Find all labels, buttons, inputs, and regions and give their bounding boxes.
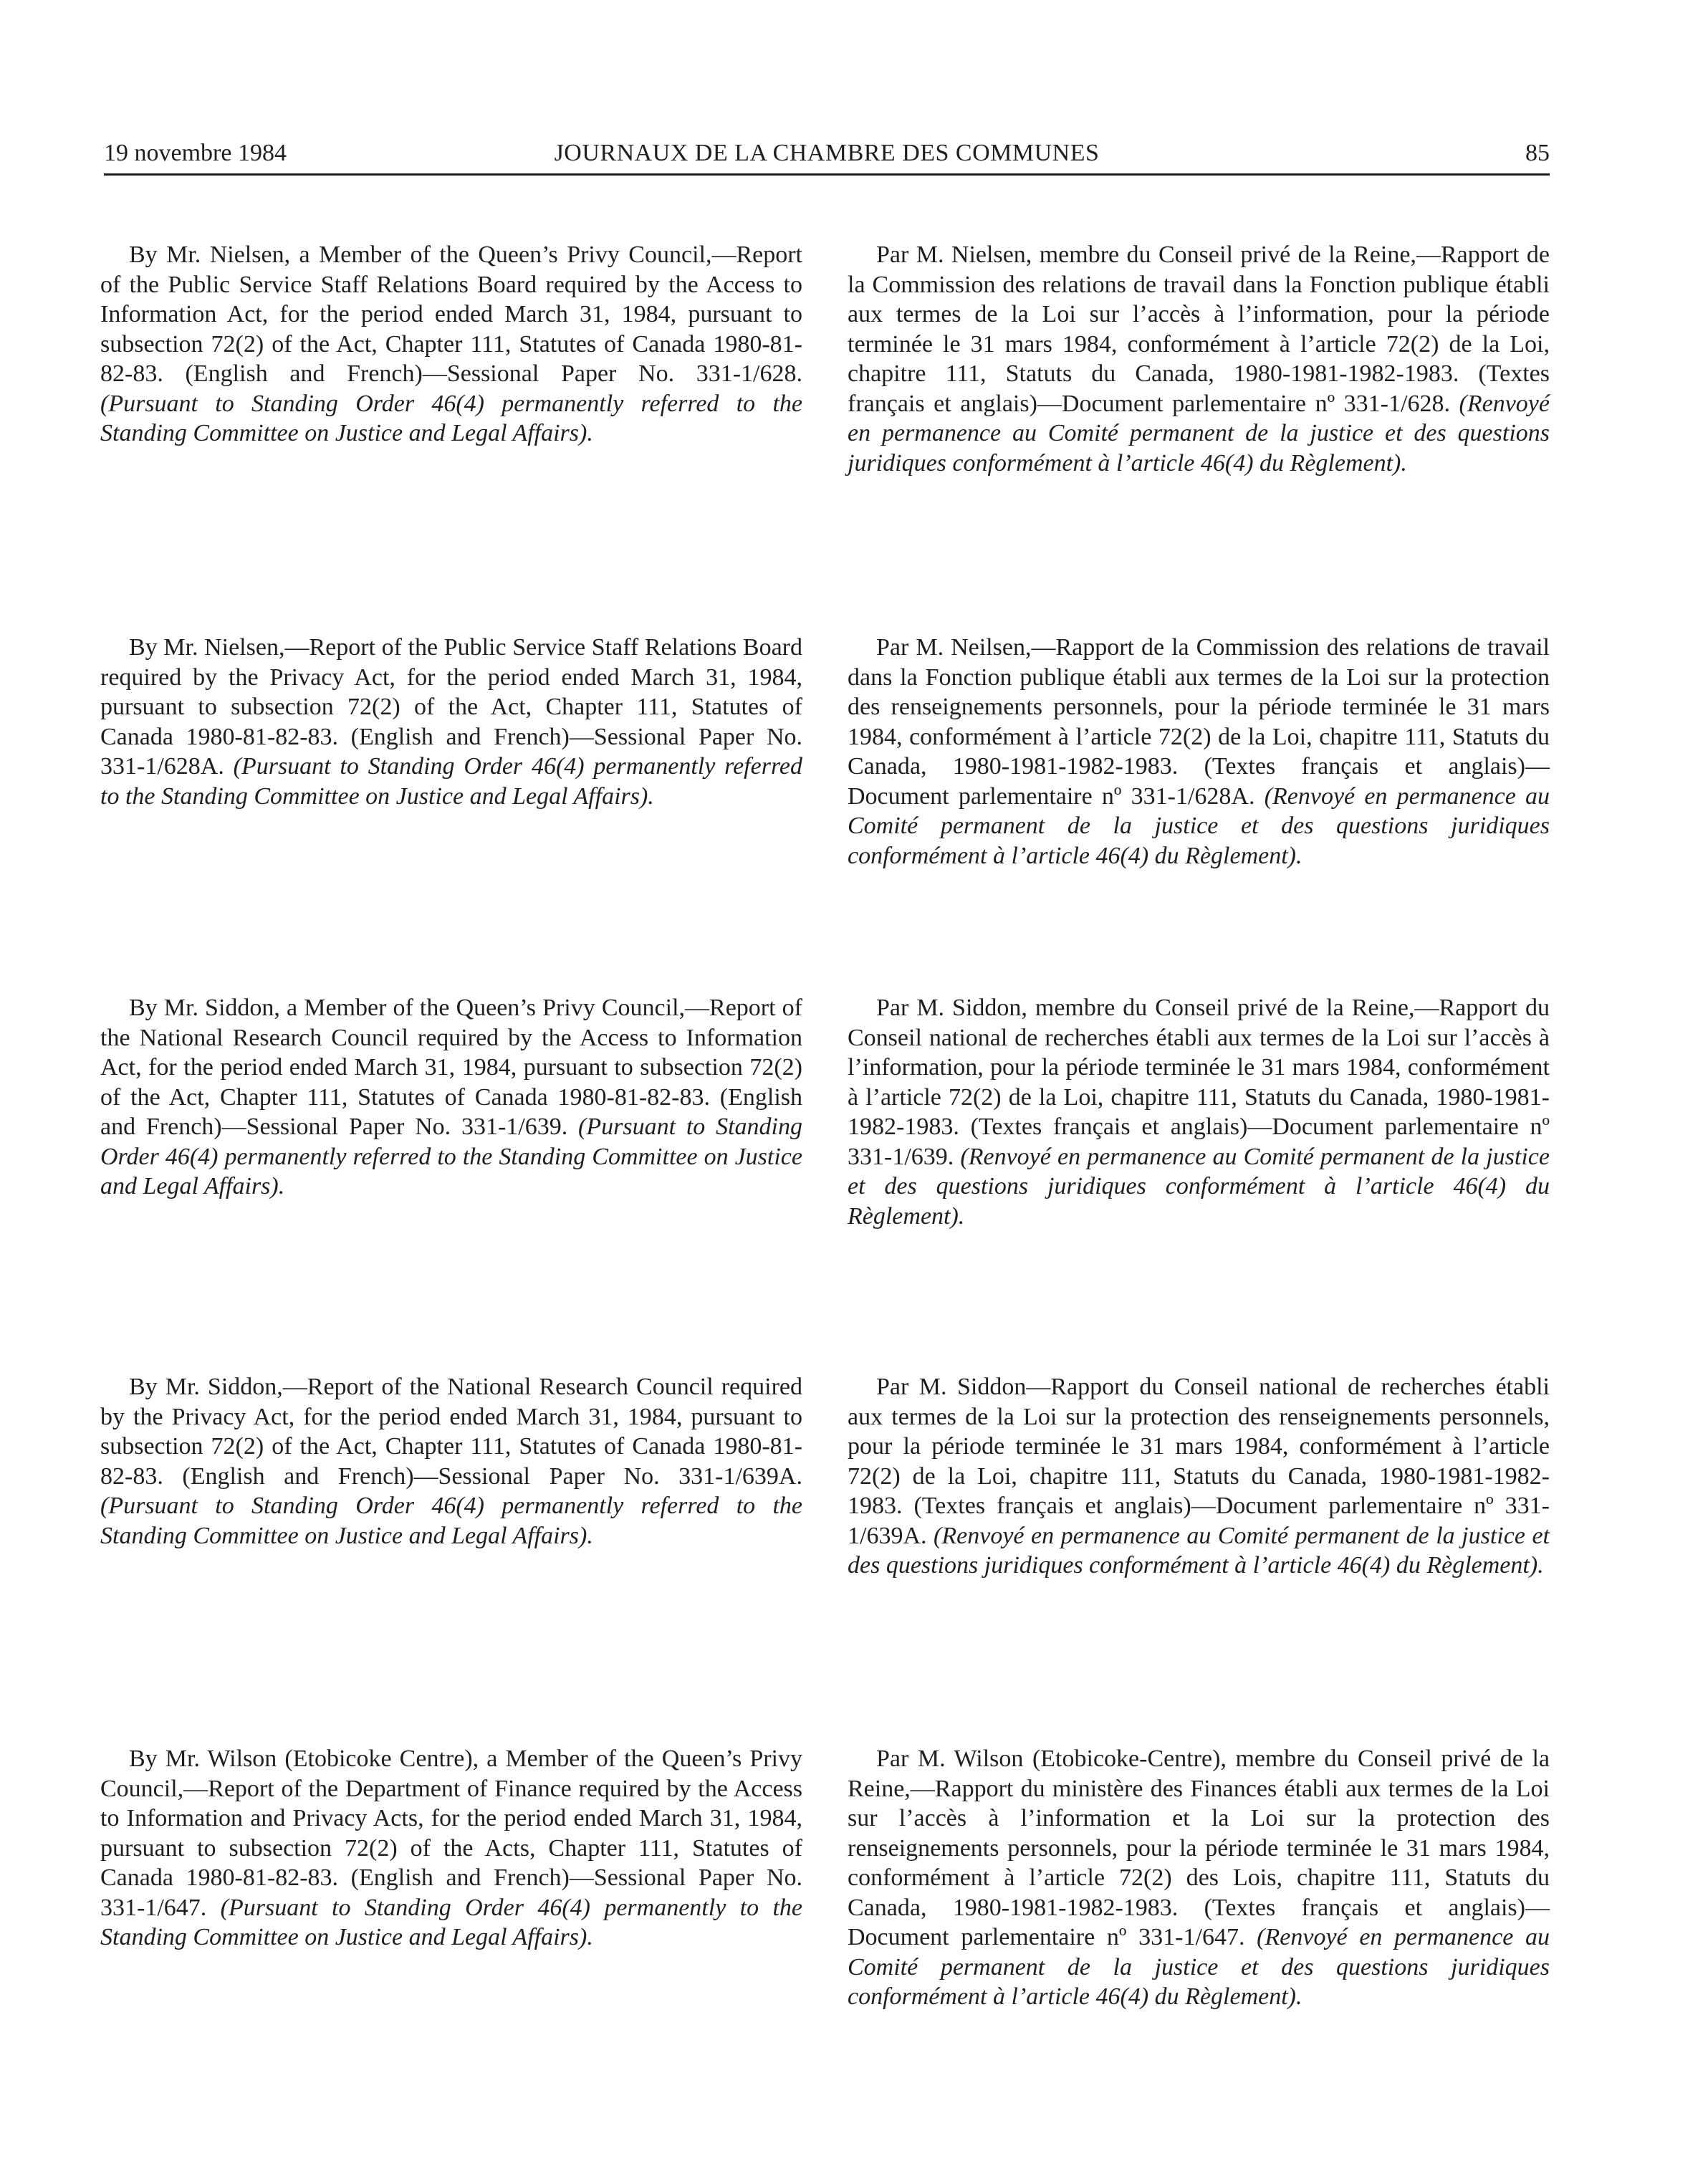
entry-reference: (Pursuant to Standing Order 46(4) permanently to the Standing Committee on Justice and Legal Affairs). — [100, 1894, 803, 1950]
entry-text: By Mr. Nielsen, a Member of the Queen’s Privy Council,—Report of the Public Service Staff Relations Board required by the Access to Information Act, for the period ended March 31, 1984, pursuant to subsection 72(2) of the Act, Chapter 111, Statutes of Canada 1980-81-82-83. (English and French)—Sessional Paper No. 331-1/628. — [100, 241, 802, 387]
entry-reference: (Renvoyé en permanence au Comité permanent de la justice et des questions juridiques conformément à l’article 46(4) du Règlement). — [848, 1522, 1550, 1579]
entry-reference: (Pursuant to Standing Order 46(4) permanently referred to the Standing Committee on Justice and Legal Affairs). — [100, 390, 802, 446]
entry-5-english — [100, 1744, 802, 1953]
entry-3-french — [848, 993, 1550, 1231]
header-title: JOURNAUX DE LA CHAMBRE DES COMMUNES — [554, 140, 1100, 166]
entry-1-english — [100, 240, 802, 449]
entry-reference: (Pursuant to Standing Order 46(4) permanently referred to the Standing Committee on Justice and Legal Affairs). — [100, 753, 803, 810]
entry-text: By Mr. Siddon, a Member of the Queen’s Privy Council,—Report of the National Research Council required by the Access to Information Act, for the period ended March 31, 1984, pursuant to subsection 72(2) of the Act, Chapter 111, Statutes of Canada 1980-81-82-83. (English and French)—Sessional Paper No. 331-1/639. — [100, 995, 802, 1140]
entry-3-english — [100, 993, 802, 1202]
entry-reference: (Renvoyé en permanence au Comité permanent de la justice et des questions juridiques conformément à l’article 46(4) du Règlement). — [848, 1143, 1550, 1230]
entry-text: By Mr. Wilson (Etobicoke Centre), a Member of the Queen’s Privy Council,—Report of the Department of Finance required by the Access to Information and Privacy Acts, for the period ended March 31, 1984, pursuant to subsection 72(2) of the Acts, Chapter 111, Statutes of Canada 1980-81-82-83. (English and French)—Sessional Paper No. 331-1/647. — [100, 1745, 802, 1921]
entry-reference: (Pursuant to Standing Order 46(4) permanently referred to the Standing Committee on Justice and Legal Affairs). — [100, 1493, 802, 1549]
entry-5-french — [848, 1744, 1550, 2012]
entry-reference: (Pursuant to Standing Order 46(4) permanently referred to the Standing Committee on Justice and Legal Affairs). — [100, 1113, 802, 1199]
entry-text: Par M. Wilson (Etobicoke-Centre), membre du Conseil privé de la Reine,—Rapport du ministère des Finances établi aux termes de la Loi sur l’accès à l’information et la Loi sur la protection des renseignements personnels, pour la période terminée le 31 mars 1984, conformément à l’article 72(2) des Lois, chapitre 111, Statuts du Canada, 1980-1981-1982-1983. (Textes français et anglais)—Document parlementaire nº 331-1/647. — [848, 1745, 1550, 1950]
entry-text: Par M. Siddon—Rapport du Conseil national de recherches établi aux termes de la Loi sur la protection des renseignements personnels, pour la période terminée le 31 mars 1984, conformément à l’article 72(2) de la Loi, chapitre 111, Statuts du Canada, 1980-1981-1982-1983. (Textes français et anglais)—Document parlementaire nº 331-1/639A. — [848, 1374, 1550, 1549]
entry-reference: (Renvoyé en permanence au Comité permanent de la justice et des questions juridiques conformément à l’article 46(4) du Règlement). — [848, 782, 1550, 869]
page-header — [104, 138, 1550, 176]
entry-text: Par M. Siddon, membre du Conseil privé de la Reine,—Rapport du Conseil national de recherches établi aux termes de la Loi sur l’accès à l’information, pour la période terminée le 31 mars 1984, conformément à l’article 72(2) de la Loi, chapitre 111, Statuts du Canada, 1980-1981-1982-1983. (Textes français et anglais)—Document parlementaire nº 331-1/639. — [848, 995, 1550, 1170]
entry-text: By Mr. Nielsen,—Report of the Public Service Staff Relations Board required by the Privacy Act, for the period ended March 31, 1984, pursuant to subsection 72(2) of the Act, Chapter 111, Statutes of Canada 1980-81-82-83. (English and French)—Sessional Paper No. 331-1/628A. — [100, 634, 802, 780]
entry-text: Par M. Neilsen,—Rapport de la Commission des relations de travail dans la Fonction publique établi aux termes de la Loi sur la protection des renseignements personnels, pour la période terminée le 31 mars 1984, conformément à l’article 72(2) de la Loi, chapitre 111, Statuts du Canada, 1980-1981-1982-1983. (Textes français et anglais)—Document parlementaire nº 331-1/628A. — [848, 634, 1550, 810]
entry-reference: (Renvoyé en permanence au Comité permanent de la justice et des questions juridiques conformément à l’article 46(4) du Règlement). — [848, 1924, 1550, 2010]
entry-2-french — [848, 633, 1550, 871]
entry-1-french — [848, 240, 1550, 478]
page-number: 85 — [1525, 140, 1550, 166]
entry-text: By Mr. Siddon,—Report of the National Research Council required by the Privacy Act, for the period ended March 31, 1984, pursuant to subsection 72(2) of the Act, Chapter 111, Statutes of Canada 1980-81-82-83. (English and French)—Sessional Paper No. 331-1/639A. — [100, 1374, 802, 1490]
header-date: 19 novembre 1984 — [104, 140, 287, 166]
entry-text: Par M. Nielsen, membre du Conseil privé de la Reine,—Rapport de la Commission des relations de travail dans la Fonction publique établi aux termes de la Loi sur l’accès à l’information, pour la période terminée le 31 mars 1984, conformément à l’article 72(2) de la Loi, chapitre 111, Statuts du Canada, 1980-1981-1982-1983. (Textes français et anglais)—Document parlementaire nº 331-1/628. — [848, 241, 1550, 417]
entry-2-english — [100, 633, 802, 811]
entry-4-english — [100, 1372, 802, 1551]
entry-reference: (Renvoyé en permanence au Comité permanent de la justice et des questions juridiques conformément à l’article 46(4) du Règlement). — [848, 390, 1550, 476]
entry-4-french — [848, 1372, 1550, 1581]
